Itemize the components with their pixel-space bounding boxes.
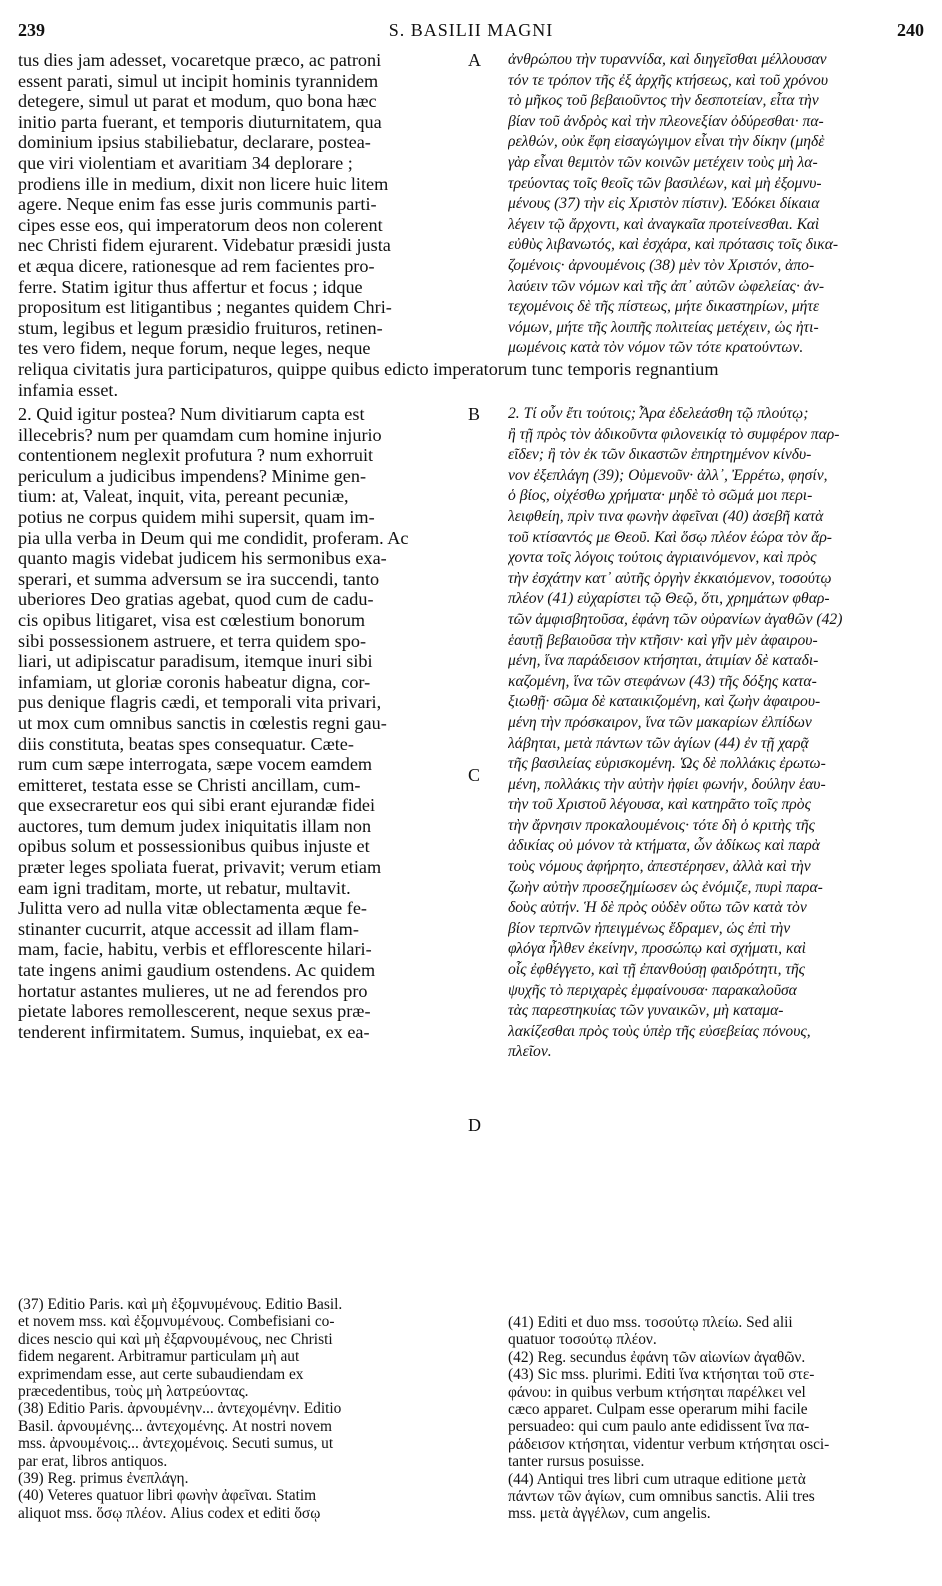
text-line: τὸ μῆκος τοῦ βεβαιοῦντος τὴν δεσποτείαν, εἶτα τὴν — [508, 92, 819, 110]
text-line: tenderent infirmitatem. Sumus, inquiebat, ex ea- — [18, 1021, 370, 1042]
text-line: τοὺς νόμους ἀφήρητο, ἀπεστέρησεν, ἀλλὰ καὶ τὴν — [508, 858, 811, 876]
text-line: contentionem neglexit profutura ? num exhorruit — [18, 445, 374, 466]
text-line: τὰς παρεστηκυίας τῶν γυναικῶν, μὴ καταμα- — [508, 1002, 784, 1020]
text-line: εῖδεν; ἢ τὸν ἐκ τῶν δικαστῶν ἐπηρτημένον κίνδυ- — [508, 446, 812, 464]
text-line: τῶν ἀμφισβητοῦσα, ἐφάνη τῶν οὐρανίων ἀγαθῶν (42) — [508, 610, 843, 628]
text-line: et æqua dicere, rationesque ad rem facientes pro- — [18, 255, 375, 276]
text-line: μένη, ἵνα παράδεισον κτήσηται, ἀτιμίαν δὲ καταδι- — [508, 652, 819, 670]
text-line: dominium ipsius stabiliebatur, declarare, postea- — [18, 132, 371, 153]
text-line: 2. Quid igitur postea? Num divitiarum capta est — [18, 404, 365, 424]
text-line: stinanter cucurrit, atque accessit ad illam flam- — [18, 918, 359, 939]
text-line: μένη, πολλάκις τὴν αὐτὴν ἠφίει φωνήν, δούλην ἑαυ- — [508, 775, 826, 793]
latin-column-b — [18, 404, 464, 1042]
text-line: mam, facie, habitu, verbis et efflorescente hilari- — [18, 939, 372, 960]
text-line: βίαν τοῦ ἀνδρὸς καὶ τὴν πλεονεξίαν ὀδύρεσθαι· πα- — [508, 112, 824, 130]
text-line: τὴν ἐσχάτην κατ᾽ αὐτῆς ὀργὴν ἐκκαιόμενον, τοσούτῳ — [508, 569, 832, 587]
text-line: λειφθείη, πρὶν τινα φωνὴν ἀφεῖναι (40) ἀσεβῆ κατὰ — [508, 507, 824, 525]
text-line: præter leges spoliata fuerat, privavit; verum etiam — [18, 857, 382, 878]
footnote-line: quatuor τοσούτῳ πλέον. — [508, 1331, 657, 1349]
text-line: δοὺς αὐτήν. Ἡ δὲ πρὸς οὐδὲν οὕτω τῶν κατὰ τὸν — [508, 899, 807, 917]
text-line: ἀνθρώπου τὴν τυραννίδα, καὶ διηγεῖσθαι μέλλουσαν — [508, 51, 827, 68]
text-line: nec Christi fidem ejurarent. Videbatur præsidi justa — [18, 235, 391, 256]
text-line: sibi possessionem astruere, et terra quidem spo- — [18, 630, 367, 651]
text-line: τρεύοντας τοῖς θεοῖς τῶν βασιλέων, καὶ μὴ ἐξομνυ- — [508, 174, 822, 192]
text-line: cipes esse eos, qui imperatorum deos non colerent — [18, 214, 383, 235]
text-line: μένους (37) τὴν εἰς Χριστὸν πίστιν). Ἐδόκει δίκαια — [508, 195, 820, 213]
text-line: ρελθών, οὐκ ἔφη εἰσαγώγιμον εἶναι τὴν δίκην (μηδὲ — [508, 133, 825, 151]
text-line: λαύειν τῶν νόμων καὶ τῆς ἀπ᾽ αὐτῶν ὠφελείας· ἀν- — [508, 277, 825, 295]
text-line: potius ne corpus quidem mihi supersit, quam im- — [18, 506, 375, 527]
text-line: τεχομένοις δὲ τῆς πίστεως, μήτε δικαστηρίων, μήτε — [508, 298, 820, 316]
latin-column-a — [18, 50, 464, 359]
text-line: tate ingens animi gaudium ostendens. Ac quidem — [18, 960, 376, 981]
running-title: S. BASILII MAGNI — [388, 20, 554, 40]
text-line: initio parta fuerant, et temporis diuturnitatem, qua — [18, 111, 382, 132]
text-line: infamiam, ut gloriæ coronis habeatur digna, cor- — [18, 671, 371, 692]
text-line: νον ἐξεπλάγη (39); Οὐμενοῦν· ἀλλ᾽, Ἐρρέτω, φησίν, — [508, 466, 828, 484]
text-line: tium: at, Valeat, inquit, vita, pereant pecuniæ, — [18, 486, 349, 507]
text-line: γὰρ εἶναι θεμιτὸν τῶν κοινῶν μετέχειν τοὺς μὴ λα- — [508, 153, 818, 171]
text-line: emitteret, testata esse se Christi ancillam, cum- — [18, 774, 361, 795]
text-line: μένη τὴν πρόσκαιρον, ἵνα τῶν μακαρίων ἐλπίδων — [508, 713, 812, 731]
text-line: πλεῖον. — [508, 1043, 552, 1061]
footnote-line: (41) Editi et duo mss. τοσούτῳ πλείω. Sed alii — [508, 1314, 793, 1331]
text-line: Julitta vero ad nulla vitæ oblectamenta æque fe- — [18, 898, 367, 919]
text-line: essent parati, simul ut incipit hominis tyrannidem — [18, 70, 379, 91]
text-line: εὐθὺς λιβανωτός, καὶ ἐσχάρα, καὶ πρότασις τοῖς δικα- — [508, 236, 839, 254]
text-line: pia ulla verba in Deum qui me condidit, proferam. Ac — [18, 527, 409, 548]
text-line: πλέον (41) εὐχαρίστει τῷ Θεῷ, ὅτι, χρημάτων φθαρ- — [508, 590, 830, 608]
text-line: liari, ut adipiscatur paradisum, itemque inuri sibi — [18, 651, 373, 672]
footnote-line: et novem mss. καὶ ἐξομνυμένους. Combefisiani co- — [18, 1313, 335, 1331]
text-line: ὁ βίος, οἰχέσθω χρήματα· μηδὲ τὸ σῶμά μοι περι- — [508, 487, 813, 505]
footnote-line: præcedentibus, τοὺς μὴ λατρεύοντας. — [18, 1383, 249, 1401]
spanning-line: reliqua civitatis jura participaturos, quippe quibus edicto imperatorum tunc temporis regnantium — [18, 359, 719, 379]
text-line: periculum a judicibus impendens? Minime gen- — [18, 465, 367, 486]
footnote-line: tanter rursus posuisse. — [508, 1453, 645, 1471]
text-line: hortatur astantes mulieres, ut ne ad ferendos pro — [18, 980, 368, 1001]
text-line: λάβηται, μετὰ πάντων τῶν ἁγίων (44) ἐν τῇ χαρᾷ — [508, 734, 809, 752]
footnote-line: (38) Editio Paris. ἀρνουμένην... ἀντεχομένην. Editio — [18, 1400, 342, 1418]
text-line: illecebris? num per quamdam cum homine injurio — [18, 424, 382, 445]
text-line: τὴν ἄρνησιν προκαλουμένοις· τότε δὴ ὁ κριτὴς τῆς — [508, 816, 815, 834]
right-page-number: 240 — [897, 20, 924, 40]
text-line: tes vero fidem, neque forum, neque leges, neque — [18, 338, 371, 359]
footnote-line: persuadeo: qui cum paulo ante edidissent ἵνα πα- — [508, 1418, 810, 1436]
latin-line-end: infamia esset. — [18, 380, 118, 400]
margin-marker-c: C — [468, 765, 481, 785]
text-line: ψυχῆς τὸ περιχαρὲς ἐμφαίνουσα· παρακαλοῦσα — [508, 981, 797, 999]
footnote-line: aliquot mss. ὅσῳ πλέον. Alius codex et editi ὅσῳ — [18, 1504, 321, 1522]
text-line: τὴν τοῦ Χριστοῦ λέγουσα, καὶ κατηρᾶτο τοῖς πρὸς — [508, 796, 811, 814]
text-line: cis opibus litigaret, visa est cœlestium bonorum — [18, 609, 366, 630]
text-line: auctores, tum demum judex iniquitatis illam non — [18, 815, 372, 836]
text-line: λέγειν τῷ ἄρχοντι, καὶ ἀναγκαῖα προτείνεσθαι. Καὶ — [508, 215, 820, 233]
text-line: ζωὴν αὐτὴν προσεζημίωσεν ὡς ἐνόμιζε, πυρὶ παρα- — [508, 878, 823, 896]
text-line: 2. Τί οὖν ἔτι τούτοις; Ἆρα ἐδελεάσθη τῷ πλούτῳ; — [508, 405, 809, 422]
margin-marker-a: A — [468, 50, 481, 70]
footnotes-left — [18, 1296, 464, 1522]
text-line: οἷς ἐφθέγγετο, καὶ τῇ ἐπανθούσῃ φαιδρότητι, τῆς — [508, 961, 806, 979]
text-line: ἑαυτῇ βεβαιοῦσα τὴν κτῆσιν· καὶ γῆν μὲν ἀφαιρου- — [508, 631, 818, 649]
text-line: eam igni traditam, morte, ut rebatur, multavit. — [18, 877, 351, 898]
greek-column-b — [508, 404, 932, 1063]
footnote-line: exprimendam esse, aut certe subaudiendam ex — [18, 1365, 304, 1383]
text-line: ζομένοις· ἀρνουμένοις (38) μὲν τὸν Χριστόν, ἀπο- — [508, 256, 815, 274]
footnote-line: fidem negarent. Arbitramur particulam μὴ aut — [18, 1348, 300, 1366]
text-line: quanto magis videbat judicem his sermonibus exa- — [18, 548, 387, 569]
footnote-line: (39) Reg. primus ἐνεπλάγη. — [18, 1470, 189, 1488]
text-line: τοῦ κτίσαντός με Θεοῦ. Καὶ ὅσῳ πλέον ἑώρα τὸν ἄρ- — [508, 528, 833, 546]
footnote-line: φάνου: in quibus verbum κτήσηται παρέλκει vel — [508, 1383, 806, 1401]
text-line: sperari, et summa adversum se ira succendi, tanto — [18, 568, 380, 589]
footnote-line: cæco apparet. Culpam esse operarum mihi facile — [508, 1401, 808, 1419]
text-line: tus dies jam adesset, vocaretque præco, ac patroni — [18, 50, 382, 70]
text-line: ἀδικίας οὐ μόνον τὰ κτήματα, ὧν ἀδίκως καὶ παρὰ — [508, 837, 820, 855]
text-line: opibus solum et possessionibus quibus injuste et — [18, 836, 370, 857]
footnote-line: (40) Veteres quatuor libri φωνὴν ἀφεῖναι. Statim — [18, 1487, 317, 1505]
footnote-line: (37) Editio Paris. καὶ μὴ ἐξομνυμένους. Editio Basil. — [18, 1296, 343, 1313]
footnote-line: πάντων τῶν ἁγίων, cum omnibus sanctis. Alii tres — [508, 1488, 815, 1506]
text-line: stum, legibus et legum præsidio fruituros, retinen- — [18, 317, 383, 338]
text-line: pus denique flagris cædi, et temporali vita privari, — [18, 692, 382, 713]
greek-column-a — [508, 50, 932, 359]
margin-marker-d: D — [468, 1115, 481, 1135]
margin-marker-b: B — [468, 404, 481, 424]
text-line: pietate labores remollescerent, neque sexus præ- — [18, 1001, 371, 1022]
footnote-line: mss. μετὰ ἀγγέλων, cum angelis. — [508, 1505, 711, 1523]
text-line: τῆς βασιλείας εὑρισκομένη. Ὡς δὲ πολλάκις ἐρωτω- — [508, 755, 826, 773]
text-line: καζομένη, ἵνα τῶν στεφάνων (43) τῆς δόξης κατα- — [508, 672, 817, 690]
text-line: propositum est litigantibus ; negantes quidem Chri- — [18, 297, 392, 318]
text-line: ut mox cum omnibus sanctis in cœlestis regni gau- — [18, 712, 387, 733]
text-line: λακίζεσθαι πρὸς τοὺς ὑπὲρ τῆς εὐσεβείας πόνους, — [508, 1022, 811, 1040]
footnote-line: (44) Antiqui tres libri cum utraque editione μετὰ — [508, 1470, 806, 1488]
text-line: ξιωθῇ· σῶμα δὲ καταικιζομένη, καὶ ζωὴν ἀφαιρου- — [508, 693, 821, 711]
text-line: rum cum sæpe interrogata, sæpe vocem eamdem — [18, 754, 373, 775]
footnote-line: (42) Reg. secundus ἐφάνη τῶν αἰωνίων ἀγαθῶν. — [508, 1348, 806, 1366]
text-line: χοντα τοῖς λόγοις τούτοις ἀγριαινόμενον, καὶ πρὸς — [508, 549, 817, 567]
footnote-line: Basil. ἀρνουμένης... ἀντεχομένης. At nostri novem — [18, 1417, 332, 1435]
text-line: detegere, simul ut parat et modum, quo bona hæc — [18, 91, 377, 112]
left-page-number: 239 — [18, 20, 45, 40]
text-line: uberiores Deo gratias agebat, quod cum de cadu- — [18, 589, 374, 610]
text-line: que exsecraretur eos qui sibi erant ejurandæ fidei — [18, 795, 376, 816]
text-line: diis constituta, beatas spes consequatur. Cæte- — [18, 733, 354, 754]
text-line: ἢ τῇ πρὸς τὸν ἀδικοῦντα φιλονεικίᾳ τὸ συμφέρον παρ- — [508, 425, 840, 443]
text-line: μωμένοις κατὰ τὸν νόμον τῶν τότε κρατούντων. — [508, 339, 804, 357]
footnotes-right — [508, 1314, 932, 1523]
text-line: ferre. Statim igitur thus affertur et focus ; idque — [18, 276, 363, 297]
text-line: que viri violentiam et avaritiam 34 deplorare ; — [18, 152, 353, 173]
text-line: prodiens ille in medium, dixit non licere huic litem — [18, 173, 389, 194]
footnote-line: ράδεισον κτήσηται, videntur verbum κτήσηται osci- — [508, 1435, 830, 1453]
footnote-line: (43) Sic mss. plurimi. Editi ἵνα κτήσηται τοῦ στε- — [508, 1366, 815, 1384]
footnote-line: dices nescio qui καὶ μὴ ἐξαρνουμένους, nec Christi — [18, 1330, 333, 1348]
text-line: φλόγα ἦλθεν ἐκείνην, προσώπῳ καὶ σχήματι, καὶ — [508, 940, 806, 958]
text-line: τόν τε τρόπον τῆς ἐξ ἀρχῆς κτήσεως, καὶ τοῦ χρόνου — [508, 71, 828, 89]
text-line: βίον τερπνῶν ἠπειγμένως ἔδραμεν, ὡς ἐπὶ τὴν — [508, 919, 791, 937]
footnote-line: par erat, libros antiquos. — [18, 1452, 168, 1470]
text-line: νόμων, μήτε τῆς λοιπῆς πολιτείας μετέχειν, ὡς ἠτι- — [508, 318, 819, 336]
text-line: agere. Neque enim fas esse juris communis parti- — [18, 194, 377, 215]
page-header — [18, 20, 924, 44]
footnote-line: mss. ἀρνουμένοις... ἀντεχομένοις. Secuti sumus, ut — [18, 1435, 334, 1453]
